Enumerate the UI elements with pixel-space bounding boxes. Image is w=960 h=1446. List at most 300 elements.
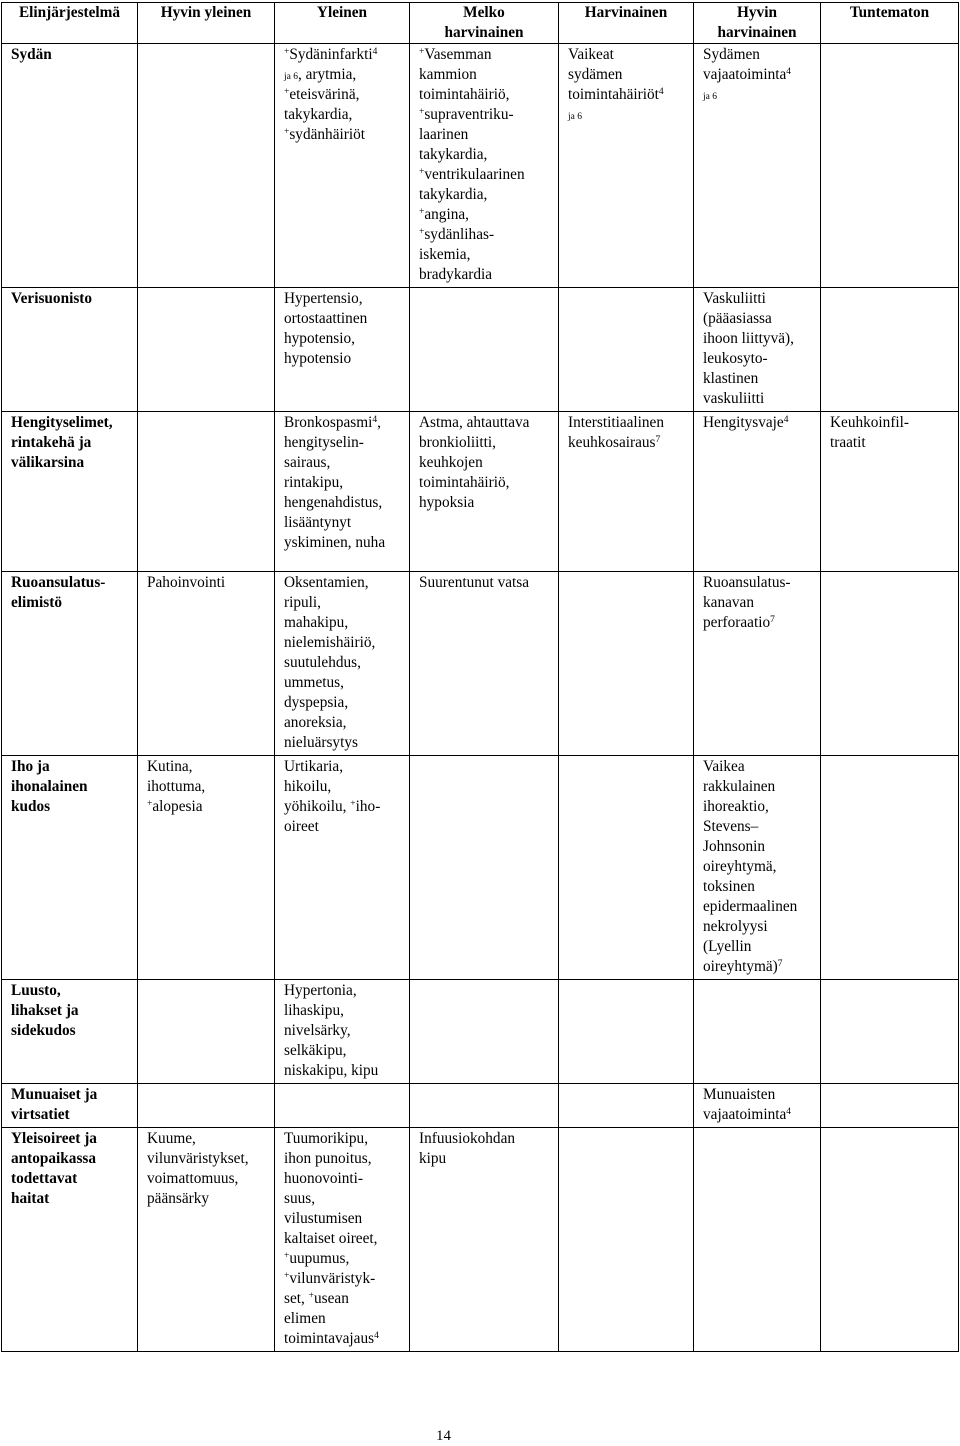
cell-line — [284, 65, 405, 85]
cell-text: hypotensio, — [284, 330, 355, 347]
superscript: 4 — [783, 415, 789, 425]
cell-line — [284, 777, 405, 797]
cell-line — [703, 757, 816, 777]
cell-line — [284, 1001, 405, 1021]
cell-line — [284, 533, 405, 553]
superscript: + — [284, 1271, 290, 1281]
cell-text: kaltaiset oireet, — [284, 1230, 378, 1247]
cell-text: iskemia, — [419, 246, 471, 263]
cell-line — [284, 1229, 405, 1249]
frequency-cell-melko-harvinainen — [410, 1128, 559, 1352]
header-text: harvinainen — [717, 24, 797, 41]
cell-line — [419, 265, 554, 285]
frequency-cell-tuntematon — [821, 1128, 959, 1352]
cell-line — [703, 349, 816, 369]
cell-text: laarinen — [419, 126, 469, 143]
cell-text: yöhikoilu, — [284, 798, 351, 815]
cell-line — [703, 85, 816, 105]
cell-text: Sydämen — [703, 46, 760, 63]
cell-text: Suurentunut vatsa — [419, 574, 530, 591]
header-cell — [694, 3, 821, 44]
organ-system-text: antopaikassa — [11, 1150, 97, 1167]
cell-line — [568, 105, 689, 125]
cell-line — [703, 65, 816, 85]
organ-system-cell — [2, 572, 138, 756]
frequency-cell-hyvin-yleinen — [138, 572, 275, 756]
cell-text: ripuli, — [284, 594, 321, 611]
cell-text: keuhkosairaus — [568, 434, 656, 451]
cell-text: (Lyellin — [703, 938, 752, 955]
cell-line — [284, 613, 405, 633]
cell-text: oireyhtymä) — [703, 958, 778, 975]
frequency-cell-tuntematon — [821, 980, 959, 1084]
cell-text: hypotensio — [284, 350, 352, 367]
superscript: + — [284, 127, 290, 137]
cell-text: anoreksia, — [284, 714, 347, 731]
frequency-cell-yleinen — [275, 572, 410, 756]
cell-line — [284, 125, 405, 145]
cell-line — [419, 493, 554, 513]
cell-text: (pääasiassa — [703, 310, 772, 327]
cell-text: vaskuliitti — [703, 390, 765, 407]
header-text: Melko — [463, 4, 505, 21]
cell-text: set, — [284, 1290, 309, 1307]
cell-line — [147, 573, 270, 593]
cell-line — [419, 473, 554, 493]
superscript: 4 — [372, 47, 378, 57]
cell-line — [419, 573, 554, 593]
superscript: + — [284, 47, 290, 57]
cell-line — [419, 453, 554, 473]
cell-line — [703, 1085, 816, 1105]
cell-text: Kuume, — [147, 1130, 196, 1147]
superscript: 4 — [786, 67, 792, 77]
cell-text: nekrolyysi — [703, 918, 768, 935]
cell-line — [284, 673, 405, 693]
superscript: 7 — [777, 959, 783, 969]
cell-text: niskakipu, kipu — [284, 1062, 379, 1079]
frequency-cell-hyvin-harvinainen — [694, 1128, 821, 1352]
table-row — [2, 412, 959, 572]
cell-text: leukosyto- — [703, 350, 768, 367]
cell-text: usean — [314, 1290, 349, 1307]
organ-system-cell — [2, 44, 138, 288]
cell-text: hypoksia — [419, 494, 475, 511]
cell-text: sydänlihas- — [424, 226, 495, 243]
organ-system-cell — [2, 1128, 138, 1352]
frequency-cell-hyvin-yleinen — [138, 412, 275, 572]
cell-line — [419, 185, 554, 205]
cell-text: suus, — [284, 1190, 316, 1207]
cell-line — [703, 573, 816, 593]
cell-line — [703, 897, 816, 917]
cell-line — [284, 85, 405, 105]
cell-text: Sydäninfarkti — [289, 46, 373, 63]
cell-line — [284, 981, 405, 1001]
cell-text: iho- — [355, 798, 381, 815]
cell-text: hengityselin- — [284, 434, 364, 451]
cell-text: Munuaisten — [703, 1086, 776, 1103]
cell-line — [284, 1309, 405, 1329]
frequency-cell-hyvin-yleinen — [138, 1128, 275, 1352]
cell-text: takykardia, — [419, 146, 488, 163]
frequency-cell-tuntematon — [821, 44, 959, 288]
cell-text: Tuumorikipu, — [284, 1130, 369, 1147]
cell-text: ummetus, — [284, 674, 344, 691]
cell-text: voimattomuus, — [147, 1170, 239, 1187]
frequency-cell-melko-harvinainen — [410, 412, 559, 572]
cell-line — [284, 1129, 405, 1149]
cell-line — [284, 1249, 405, 1269]
cell-line — [419, 1149, 554, 1169]
table-row — [2, 572, 959, 756]
organ-system-cell — [2, 756, 138, 980]
superscript: + — [147, 799, 153, 809]
cell-line — [703, 957, 816, 977]
cell-text: vilunväristyk- — [289, 1270, 376, 1287]
frequency-cell-harvinainen — [559, 572, 694, 756]
cell-line — [284, 1189, 405, 1209]
frequency-cell-harvinainen — [559, 1084, 694, 1128]
cell-line — [147, 1149, 270, 1169]
frequency-cell-melko-harvinainen — [410, 572, 559, 756]
cell-text: oireyhtymä, — [703, 858, 777, 875]
frequency-cell-hyvin-yleinen — [138, 1084, 275, 1128]
cell-text: Interstitiaalinen — [568, 414, 664, 431]
header-row — [2, 3, 959, 44]
header-cell — [2, 3, 138, 44]
cell-line — [284, 1329, 405, 1349]
cell-text: dyspepsia, — [284, 694, 349, 711]
organ-system-text: elimistö — [11, 594, 62, 611]
header-text: Harvinainen — [584, 4, 668, 21]
frequency-cell-tuntematon — [821, 572, 959, 756]
cell-line — [703, 413, 816, 433]
organ-system-text: kudos — [11, 798, 51, 815]
cell-line — [703, 309, 816, 329]
cell-line — [419, 433, 554, 453]
cell-text: lisääntynyt — [284, 514, 352, 531]
cell-text: kammion — [419, 66, 477, 83]
cell-line — [419, 105, 554, 125]
cell-text: nielemishäiriö, — [284, 634, 376, 651]
organ-system-text: Yleisoireet ja — [11, 1130, 97, 1147]
table-row — [2, 980, 959, 1084]
cell-line — [284, 593, 405, 613]
cell-line — [830, 433, 954, 453]
cell-text: ihoreaktio, — [703, 798, 769, 815]
frequency-cell-yleinen — [275, 1128, 410, 1352]
cell-text: toimintahäiriö, — [419, 86, 510, 103]
superscript: + — [419, 227, 425, 237]
organ-system-text: Iho ja — [11, 758, 50, 775]
cell-line — [703, 837, 816, 857]
cell-text: nivelsärky, — [284, 1022, 351, 1039]
cell-line — [830, 413, 954, 433]
organ-system-text: ihonalainen — [11, 778, 88, 795]
cell-text: toimintahäiriöt — [568, 86, 659, 103]
frequency-cell-harvinainen — [559, 1128, 694, 1352]
organ-system-text: Hengityselimet, — [11, 414, 113, 431]
cell-text: rakkulainen — [703, 778, 776, 795]
adverse-effects-table — [1, 2, 959, 1352]
frequency-cell-harvinainen — [559, 980, 694, 1084]
cell-line — [284, 413, 405, 433]
cell-line — [147, 777, 270, 797]
cell-line — [284, 633, 405, 653]
frequency-cell-melko-harvinainen — [410, 44, 559, 288]
frequency-cell-hyvin-harvinainen — [694, 412, 821, 572]
organ-system-text: Verisuonisto — [11, 290, 93, 307]
frequency-cell-melko-harvinainen — [410, 1084, 559, 1128]
cell-text: mahakipu, — [284, 614, 349, 631]
cell-line — [147, 1129, 270, 1149]
organ-system-text: välikarsina — [11, 454, 85, 471]
cell-text: hengenahdistus, — [284, 494, 383, 511]
cell-text: angina, — [424, 206, 469, 223]
cell-text: sydämen — [568, 66, 623, 83]
cell-text: ihottuma, — [147, 778, 206, 795]
cell-line — [284, 349, 405, 369]
organ-system-text: todettavat — [11, 1170, 78, 1187]
cell-line — [703, 817, 816, 837]
frequency-cell-hyvin-yleinen — [138, 756, 275, 980]
cell-text: sairaus, — [284, 454, 331, 471]
organ-system-text: lihakset ja — [11, 1002, 79, 1019]
header-cell — [821, 3, 959, 44]
cell-line — [703, 917, 816, 937]
cell-line — [284, 513, 405, 533]
cell-text: Bronkospasmi — [284, 414, 373, 431]
cell-line — [419, 413, 554, 433]
cell-text: keuhkojen — [419, 454, 483, 471]
cell-text: kipu — [419, 1150, 447, 1167]
cell-text: Pahoinvointi — [147, 574, 226, 591]
cell-line — [703, 1105, 816, 1125]
header-cell — [138, 3, 275, 44]
organ-system-text: rintakehä ja — [11, 434, 92, 451]
organ-system-text: Sydän — [11, 46, 52, 63]
cell-line — [284, 573, 405, 593]
cell-line — [284, 1289, 405, 1309]
cell-text: toksinen — [703, 878, 755, 895]
cell-text: ventrikulaarinen — [424, 166, 525, 183]
superscript: + — [284, 87, 290, 97]
superscript: 4 — [374, 1331, 379, 1341]
frequency-cell-hyvin-yleinen — [138, 288, 275, 412]
cell-line — [703, 877, 816, 897]
frequency-cell-harvinainen — [559, 756, 694, 980]
cell-text: selkäkipu, — [284, 1042, 347, 1059]
cell-text: , — [377, 414, 381, 431]
cell-text: Oksentamien, — [284, 574, 369, 591]
table-row — [2, 756, 959, 980]
cell-text: oireet — [284, 818, 319, 835]
cell-line — [568, 433, 689, 453]
frequency-cell-yleinen — [275, 412, 410, 572]
header-cell — [410, 3, 559, 44]
cell-line — [284, 473, 405, 493]
frequency-cell-yleinen — [275, 1084, 410, 1128]
cell-text: takykardia, — [284, 106, 353, 123]
cell-line — [568, 85, 689, 105]
organ-system-text: Munuaiset ja — [11, 1086, 98, 1103]
cell-text: , arytmia, — [297, 66, 357, 83]
cell-line — [703, 777, 816, 797]
cell-line — [703, 45, 816, 65]
cell-line — [419, 205, 554, 225]
cell-line — [284, 105, 405, 125]
small-note: ja 6 — [703, 92, 717, 102]
cell-line — [284, 493, 405, 513]
frequency-cell-tuntematon — [821, 756, 959, 980]
cell-line — [703, 289, 816, 309]
superscript: + — [284, 1251, 290, 1261]
frequency-cell-melko-harvinainen — [410, 980, 559, 1084]
cell-text: vajaatoiminta — [703, 1106, 787, 1123]
cell-text: Ruoansulatus- — [703, 574, 791, 591]
cell-text: Keuhkoinfil- — [830, 414, 910, 431]
cell-line — [703, 797, 816, 817]
header-text: Tuntematon — [849, 4, 930, 21]
cell-line — [419, 225, 554, 245]
cell-line — [419, 125, 554, 145]
organ-system-text: Ruoansulatus- — [11, 574, 106, 591]
frequency-cell-yleinen — [275, 288, 410, 412]
superscript: 4 — [786, 1107, 792, 1117]
cell-text: traatit — [830, 434, 866, 451]
table-body — [2, 44, 959, 1352]
frequency-cell-harvinainen — [559, 412, 694, 572]
cell-text: yskiminen, nuha — [284, 534, 386, 551]
frequency-cell-tuntematon — [821, 288, 959, 412]
cell-line — [703, 369, 816, 389]
cell-text: ihoon liittyvä), — [703, 330, 794, 347]
cell-line — [419, 1129, 554, 1149]
cell-line — [284, 289, 405, 309]
cell-text: vajaatoiminta — [703, 66, 787, 83]
frequency-cell-hyvin-harvinainen — [694, 44, 821, 288]
header-cell — [559, 3, 694, 44]
cell-line — [147, 797, 270, 817]
organ-system-text: haitat — [11, 1190, 50, 1207]
page-number: 14 — [436, 1428, 451, 1444]
table-row — [2, 288, 959, 412]
cell-text: toimintahäiriö, — [419, 474, 510, 491]
organ-system-cell — [2, 412, 138, 572]
frequency-cell-hyvin-harvinainen — [694, 572, 821, 756]
cell-line — [284, 693, 405, 713]
cell-line — [147, 757, 270, 777]
cell-line — [284, 1269, 405, 1289]
cell-text: alopesia — [152, 798, 203, 815]
superscript: 4 — [658, 87, 664, 97]
cell-text: Vasemman — [424, 46, 492, 63]
frequency-cell-hyvin-harvinainen — [694, 1084, 821, 1128]
cell-line — [284, 1149, 405, 1169]
cell-line — [284, 45, 405, 65]
cell-line — [703, 857, 816, 877]
cell-text: ihon punoitus, — [284, 1150, 372, 1167]
cell-line — [147, 1189, 270, 1209]
cell-text: elimen — [284, 1310, 326, 1327]
header-text: Yleinen — [316, 4, 368, 21]
cell-line — [419, 245, 554, 265]
cell-text: Infuusiokohdan — [419, 1130, 516, 1147]
frequency-cell-yleinen — [275, 980, 410, 1084]
cell-line — [284, 817, 405, 837]
cell-text: Urtikaria, — [284, 758, 344, 775]
cell-text: Vaikea — [703, 758, 745, 775]
cell-line — [284, 1021, 405, 1041]
superscript: 7 — [770, 615, 775, 625]
cell-line — [703, 389, 816, 409]
cell-text: vilustumisen — [284, 1210, 363, 1227]
organ-system-cell — [2, 980, 138, 1084]
table-row — [2, 1128, 959, 1352]
cell-text: eteisvärinä, — [289, 86, 360, 103]
superscript: 4 — [372, 415, 378, 425]
cell-text: bronkioliitti, — [419, 434, 496, 451]
cell-line — [419, 145, 554, 165]
frequency-cell-hyvin-harvinainen — [694, 756, 821, 980]
superscript: + — [419, 107, 425, 117]
superscript: 7 — [655, 435, 661, 445]
cell-text: toimintavajaus — [284, 1330, 375, 1347]
cell-line — [284, 1209, 405, 1229]
header-text: Elinjärjestelmä — [18, 4, 121, 21]
cell-line — [284, 1061, 405, 1081]
frequency-cell-harvinainen — [559, 44, 694, 288]
cell-text: ortostaattinen — [284, 310, 368, 327]
cell-line — [703, 593, 816, 613]
organ-system-cell — [2, 1084, 138, 1128]
cell-line — [147, 1169, 270, 1189]
organ-system-text: sidekudos — [11, 1022, 76, 1039]
cell-text: suutulehdus, — [284, 654, 361, 671]
cell-line — [568, 413, 689, 433]
header-text: harvinainen — [444, 24, 524, 41]
cell-text: Johnsonin — [703, 838, 766, 855]
frequency-cell-hyvin-yleinen — [138, 44, 275, 288]
header-cell — [275, 3, 410, 44]
cell-text: lihaskipu, — [284, 1002, 344, 1019]
small-note: ja 6 — [284, 72, 298, 82]
cell-text: päänsärky — [147, 1190, 210, 1207]
cell-line — [284, 653, 405, 673]
cell-line — [284, 733, 405, 753]
cell-text: sydänhäiriöt — [289, 126, 365, 143]
cell-line — [284, 329, 405, 349]
frequency-cell-harvinainen — [559, 288, 694, 412]
header-text: Hyvin — [737, 4, 777, 21]
cell-line — [703, 937, 816, 957]
cell-text: Vaikeat — [568, 46, 614, 63]
cell-line — [284, 797, 405, 817]
cell-line — [568, 45, 689, 65]
cell-text: Hengitysvaje — [703, 414, 784, 431]
cell-line — [419, 45, 554, 65]
cell-line — [419, 165, 554, 185]
cell-line — [284, 757, 405, 777]
organ-system-text: Luusto, — [11, 982, 61, 999]
cell-text: uupumus, — [289, 1250, 350, 1267]
cell-text: bradykardia — [419, 266, 493, 283]
frequency-cell-yleinen — [275, 44, 410, 288]
organ-system-text: virtsatiet — [11, 1106, 70, 1123]
cell-line — [703, 329, 816, 349]
frequency-cell-tuntematon — [821, 1084, 959, 1128]
